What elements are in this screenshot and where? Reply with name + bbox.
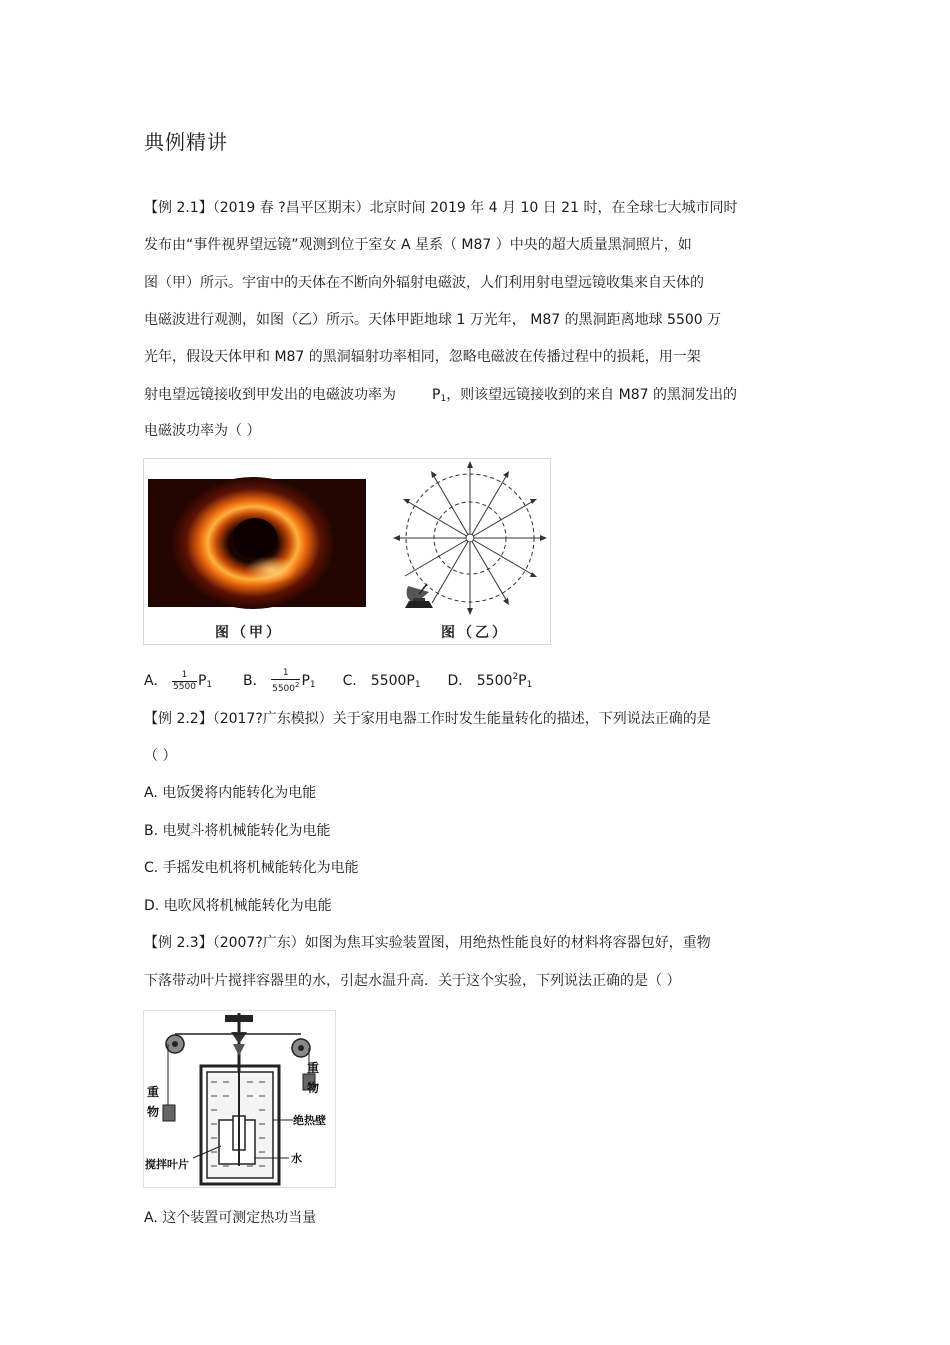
p1-symbol: P bbox=[432, 387, 441, 403]
figure-frame bbox=[143, 458, 551, 645]
black-hole-image bbox=[148, 477, 366, 609]
ex3-line-2: 下落带动叶片搅拌容器里的水，引起水温升高．关于这个实验，下列说法正确的是（ ） bbox=[144, 973, 681, 989]
p1-subscript: 1 bbox=[440, 394, 447, 404]
ex1-line-3: 图（甲）所示。宇宙中的天体在不断向外辐射电磁波，人们利用射电望远镜收集来自天体的 bbox=[144, 275, 704, 291]
ex1-line-4: 电磁波进行观测，如图（乙）所示。天体甲距地球 1 万光年， M87 的黑洞距离地球 5500 万 bbox=[144, 312, 722, 328]
water-label: 水 bbox=[291, 1152, 302, 1165]
ex2-option-b: B. 电熨斗将机械能转化为电能 bbox=[144, 823, 331, 839]
option-a-fraction: $\frac{1}{5500}$ bbox=[173, 669, 196, 692]
ex1-line-6 bbox=[144, 385, 737, 409]
option-a-label: A． bbox=[144, 673, 168, 689]
option-d: D． $5500^2P_1$ bbox=[447, 672, 533, 690]
figure-svg bbox=[143, 458, 551, 645]
ex1-line-5: 光年，假设天体甲和 M87 的黑洞辐射功率相同，忽略电磁波在传播过程中的损耗，用一架 bbox=[144, 349, 701, 365]
figure-jia-caption: 图（甲） bbox=[215, 625, 283, 641]
option-b-fraction: $\frac{1}{5500^2}$ bbox=[272, 667, 300, 694]
ex2-line-1: 【例 2.2】（2017?广东模拟）关于家用电器工作时发生能量转化的描述，下列说法正确的是 bbox=[144, 711, 711, 727]
ex3-option-a: A. 这个装置可测定热功当量 bbox=[144, 1210, 317, 1226]
paddle-label: 搅拌叶片 bbox=[145, 1158, 189, 1171]
ex1-line-1: 【例 2.1】（2019 春 ?昌平区期末）北京时间 2019 年 4 月 10 日 21 时，在全球七大城市同时 bbox=[144, 200, 738, 216]
ex1-options: A． $\frac{1}{5500}$ $P_1$ B． $\frac{1}{5500^2}$ $P_1$ C． $5500P_1$ D． $5500^2P_1$ bbox=[144, 667, 533, 694]
joule-apparatus-figure bbox=[143, 1010, 336, 1188]
option-b-label: B． bbox=[243, 673, 267, 689]
ex2-option-d: D. 电吹风将机械能转化为电能 bbox=[144, 898, 332, 914]
option-c: C． $5500P_1$ bbox=[342, 673, 421, 690]
section-heading: 典例精讲 bbox=[144, 130, 228, 154]
weight-right-label: 重物 bbox=[307, 1061, 320, 1095]
wall-label: 绝热壁 bbox=[293, 1114, 326, 1127]
ex1-line-6-a: 射电望远镜接收到甲发出的电磁波功率为 bbox=[144, 387, 396, 403]
ex2-option-c: C. 手摇发电机将机械能转化为电能 bbox=[144, 860, 359, 876]
ex3-line-1: 【例 2.3】（2007?广东）如图为焦耳实验装置图，用绝热性能良好的材料将容器包好，重物 bbox=[144, 935, 711, 951]
ex2-option-a: A. 电饭煲将内能转化为电能 bbox=[144, 785, 317, 801]
weight-left-label: 重物 bbox=[147, 1085, 160, 1119]
ex1-line-2: 发布由“事件视界望远镜”观测到位于室女 A 星系（ M87 ）中央的超大质量黑洞照片，如 bbox=[144, 237, 692, 253]
ex1-line-7: 电磁波功率为（ ） bbox=[144, 423, 261, 439]
ex1-line-6-b: ，则该望远镜接收到的来自 M87 的黑洞发出的 bbox=[446, 387, 737, 403]
radio-telescope-icon bbox=[405, 584, 433, 608]
joule-apparatus-svg bbox=[143, 1010, 336, 1188]
ex2-line-2: （ ） bbox=[144, 748, 177, 764]
figure-yi-caption: 图（乙） bbox=[441, 625, 509, 641]
